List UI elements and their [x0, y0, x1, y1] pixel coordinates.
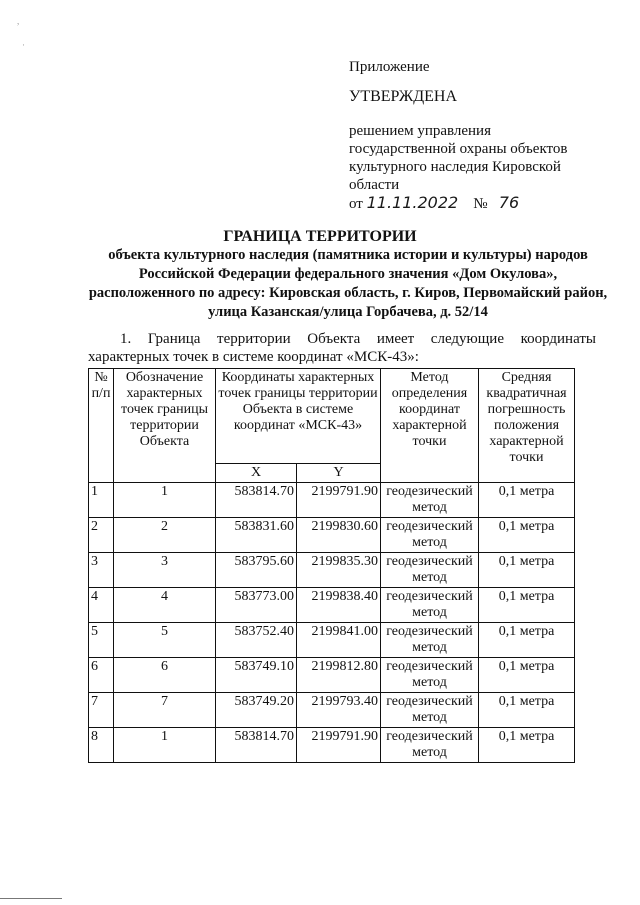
cell-x: 583749.10: [216, 658, 297, 693]
cell-method: геодезический метод: [381, 483, 479, 518]
cell-num: 2: [89, 518, 114, 553]
cell-error: 0,1 метра: [479, 553, 575, 588]
cell-error: 0,1 метра: [479, 623, 575, 658]
intro-paragraph-text: 1. Граница территории Объекта имеет следующие координаты характерных точек в системе координат «МСК-43»:: [88, 331, 596, 365]
table-row: [89, 553, 575, 588]
decision-text: решением управления государственной охраны объектов культурного наследия Кировской области: [349, 123, 568, 193]
approved-label: УТВЕРЖДЕНА: [349, 88, 458, 105]
date-prefix: от: [349, 196, 363, 212]
intro-paragraph: [88, 330, 596, 366]
cell-num: 1: [89, 483, 114, 518]
cell-error: 0,1 метра: [479, 588, 575, 623]
cell-num: 7: [89, 693, 114, 728]
cell-error: 0,1 метра: [479, 483, 575, 518]
header-designation: Обозначение характерных точек границы территории Объекта: [114, 369, 216, 483]
cell-point: 4: [114, 588, 216, 623]
cell-x: 583773.00: [216, 588, 297, 623]
table-row: [89, 483, 575, 518]
cell-y: 2199793.40: [297, 693, 381, 728]
cell-y: 2199838.40: [297, 588, 381, 623]
cell-error: 0,1 метра: [479, 728, 575, 763]
number-prefix: №: [473, 196, 488, 212]
footer-rule: [0, 898, 62, 899]
cell-num: 8: [89, 728, 114, 763]
cell-method: геодезический метод: [381, 658, 479, 693]
table-row: [89, 658, 575, 693]
cell-y: 2199791.90: [297, 483, 381, 518]
scan-speck: ·: [22, 40, 25, 50]
date-line: [349, 194, 599, 213]
header-method: Метод определения координат характерной точки: [381, 369, 479, 483]
header-y: Y: [297, 464, 381, 483]
cell-point: 6: [114, 658, 216, 693]
cell-method: геодезический метод: [381, 588, 479, 623]
cell-error: 0,1 метра: [479, 658, 575, 693]
cell-error: 0,1 метра: [479, 518, 575, 553]
cell-method: геодезический метод: [381, 623, 479, 658]
table-row: [89, 623, 575, 658]
cell-point: 5: [114, 623, 216, 658]
approval-block: [349, 58, 599, 213]
cell-point: 7: [114, 693, 216, 728]
scan-speck: ,: [17, 16, 20, 26]
cell-error: 0,1 метра: [479, 693, 575, 728]
cell-y: 2199835.30: [297, 553, 381, 588]
header-x: X: [216, 464, 297, 483]
coordinates-table: [88, 368, 575, 763]
header-coordinates: Координаты характерных точек границы территории Объекта в системе координат «МСК-43»: [216, 369, 381, 464]
cell-x: 583749.20: [216, 693, 297, 728]
cell-y: 2199791.90: [297, 728, 381, 763]
handwritten-number: 76: [498, 193, 520, 212]
cell-num: 3: [89, 553, 114, 588]
header-error: Средняя квадратичная погрешность положения характерной точки: [479, 369, 575, 483]
table-row: [89, 588, 575, 623]
cell-x: 583814.70: [216, 483, 297, 518]
cell-method: геодезический метод: [381, 518, 479, 553]
cell-point: 1: [114, 728, 216, 763]
document-title: ГРАНИЦА ТЕРРИТОРИИ: [223, 228, 417, 245]
cell-point: 3: [114, 553, 216, 588]
cell-method: геодезический метод: [381, 728, 479, 763]
cell-y: 2199841.00: [297, 623, 381, 658]
document-subtitle: объекта культурного наследия (памятника истории и культуры) народов Российской Федерации федерального значения «Дом Окулова», расположенного по адресу: Кировская область, г. Киров, Первомайский район, улица Казанская/улица Горбачева, д. 52/14: [88, 247, 608, 320]
cell-y: 2199830.60: [297, 518, 381, 553]
cell-num: 6: [89, 658, 114, 693]
cell-method: геодезический метод: [381, 693, 479, 728]
cell-num: 4: [89, 588, 114, 623]
handwritten-date: 11.11.2022: [366, 193, 459, 212]
table-row: [89, 693, 575, 728]
cell-method: геодезический метод: [381, 553, 479, 588]
table-row: [89, 518, 575, 553]
cell-x: 583814.70: [216, 728, 297, 763]
cell-point: 1: [114, 483, 216, 518]
cell-x: 583795.60: [216, 553, 297, 588]
cell-y: 2199812.80: [297, 658, 381, 693]
cell-x: 583831.60: [216, 518, 297, 553]
table-row: [89, 728, 575, 763]
cell-x: 583752.40: [216, 623, 297, 658]
cell-num: 5: [89, 623, 114, 658]
appendix-label: Приложение: [349, 59, 430, 75]
header-num: № п/п: [89, 369, 114, 483]
cell-point: 2: [114, 518, 216, 553]
